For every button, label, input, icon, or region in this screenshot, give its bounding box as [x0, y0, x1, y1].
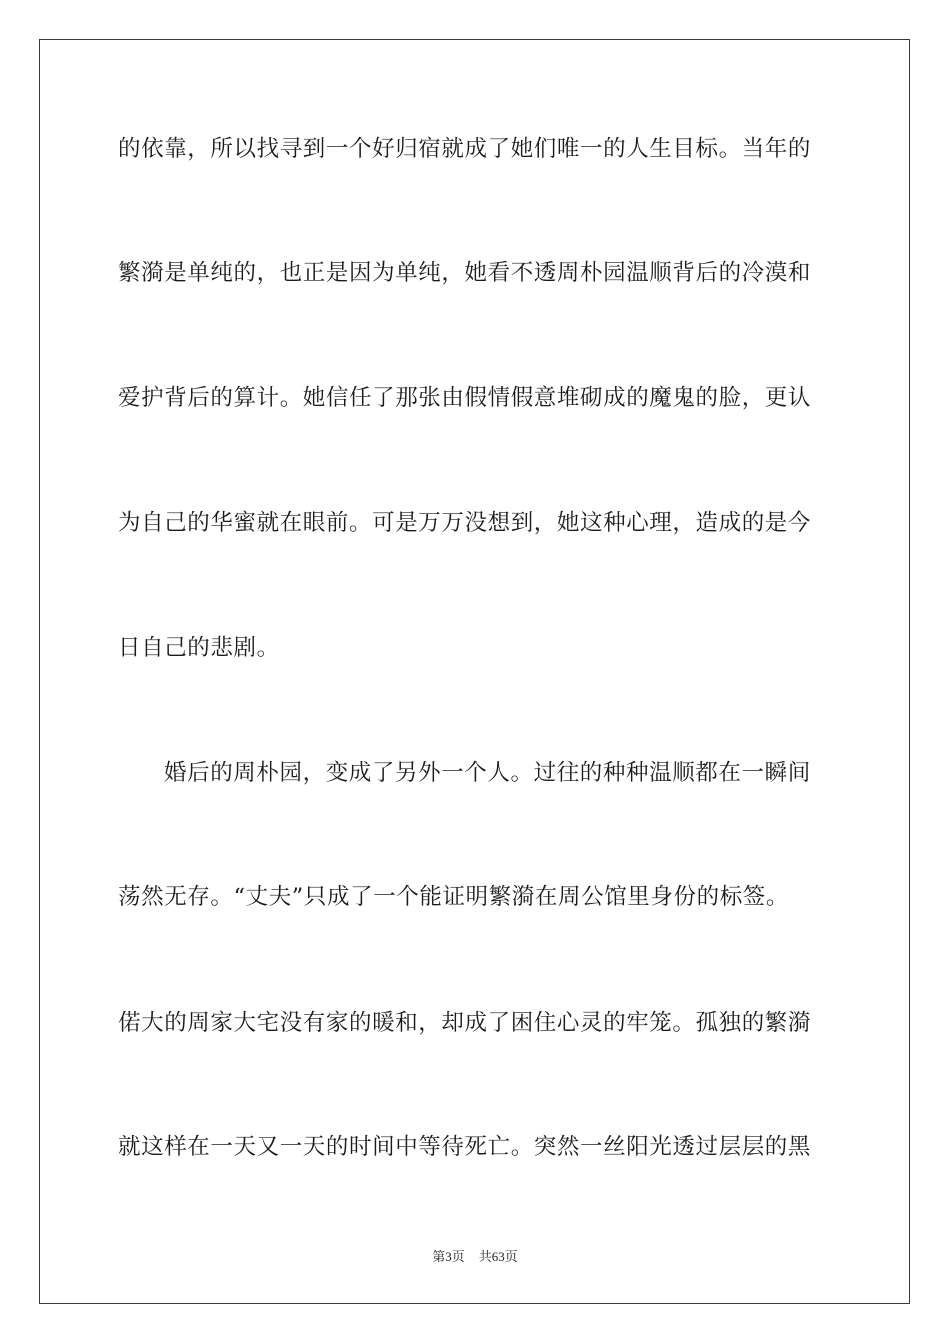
text-line: 爱护背后的算计。她信任了那张由假情假意堆砌成的魔鬼的脸，更认: [118, 385, 812, 411]
page-number: 第3页: [432, 1249, 465, 1264]
text-line: 日自己的悲剧。: [118, 635, 280, 661]
text-line: 就这样在一天又一天的时间中等待死亡。突然一丝阳光透过层层的黑: [118, 1134, 812, 1160]
total-pages: 共63页: [478, 1249, 518, 1264]
page-border: [39, 39, 910, 1304]
page-footer: [0, 1248, 950, 1266]
text-line: 为自己的华蜜就在眼前。可是万万没想到，她这种心理，造成的是今: [118, 510, 812, 536]
text-line: 荡然无存。“丈夫”只成了一个能证明繁漪在周公馆里身份的标签。: [118, 884, 790, 910]
text-line: 繁漪是单纯的，也正是因为单纯，她看不透周朴园温顺背后的冷漠和: [118, 260, 812, 286]
paragraph-start-line: 婚后的周朴园，变成了另外一个人。过往的种种温顺都在一瞬间: [164, 760, 811, 786]
text-line: 的依靠，所以找寻到一个好归宿就成了她们唯一的人生目标。当年的: [118, 136, 812, 162]
text-line: 偌大的周家大宅没有家的暖和，却成了困住心灵的牢笼。孤独的繁漪: [118, 1010, 812, 1036]
